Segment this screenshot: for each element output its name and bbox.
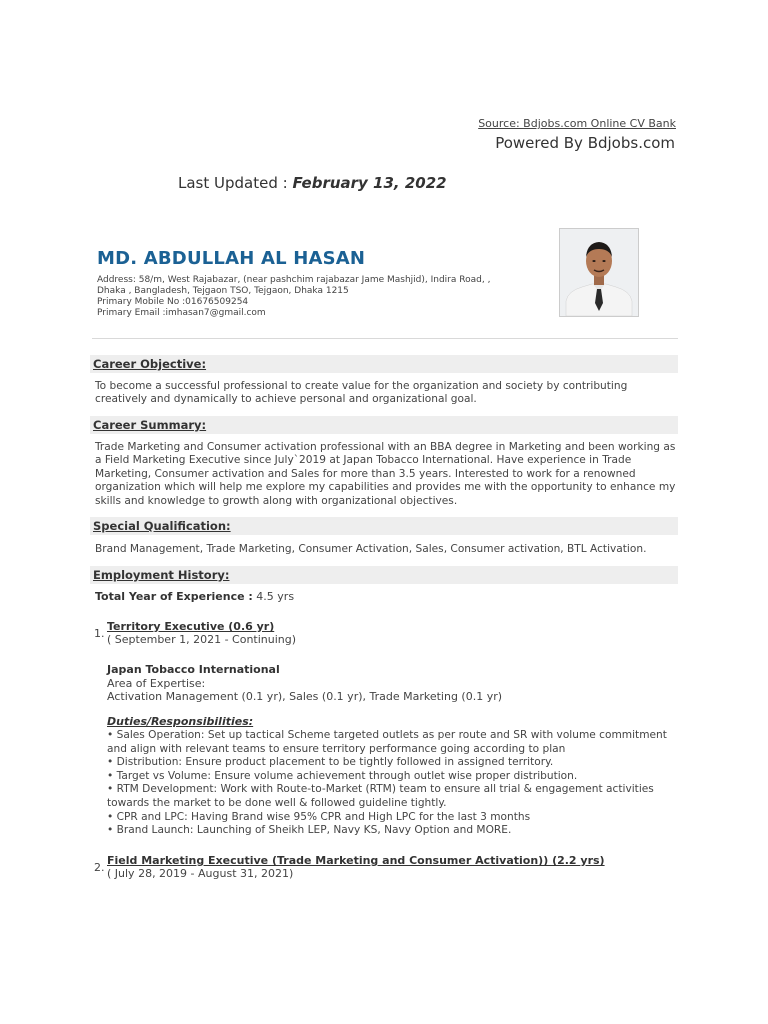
job-number: 1.: [94, 627, 105, 640]
powered-by-text: Powered By Bdjobs.com: [495, 134, 675, 152]
job-title: Territory Executive (0.6 yr): [107, 620, 275, 633]
last-updated: [178, 174, 447, 192]
duties-heading: Duties/Responsibilities:: [107, 715, 254, 728]
last-updated-date: February 13, 2022: [292, 174, 447, 192]
duty-item: • RTM Development: Work with Route-to-Market (RTM) team to ensure all trial & engagement activities towards the market to be done well & followed guideline tightly.: [107, 783, 654, 809]
job-number: 2.: [94, 861, 105, 874]
source-link[interactable]: Source: Bdjobs.com Online CV Bank: [478, 117, 676, 130]
career-objective-text: To become a successful professional to create value for the organization and society by contributing creatively and dynamically to achieve personal and organizational goal.: [95, 380, 628, 406]
total-experience: [95, 590, 294, 603]
divider: [92, 338, 678, 339]
last-updated-label: Last Updated :: [178, 174, 288, 192]
duties-list: [107, 729, 683, 838]
mobile-number: Primary Mobile No :01676509254: [97, 297, 249, 307]
career-summary-title: Career Summary:: [93, 418, 207, 432]
expertise-list: Activation Management (0.1 yr), Sales (0.1 yr), Trade Marketing (0.1 yr): [107, 690, 503, 703]
duty-item: • Sales Operation: Set up tactical Scheme targeted outlets as per route and SR with volume commitment and align with relevant teams to ensure territory performance going according to plan: [107, 729, 667, 755]
career-summary-text: Trade Marketing and Consumer activation professional with an BBA degree in Marketing and been working as a Field Marketing Executive since July`2019 at Japan Tobacco International. Have experience in Trade Marketing, Consumer activation and Sales for more than 3.5 years. Interested to work for a renowned organization which will help me explore my capabilities and provides me with the opportunity to enhance my skills and knowledge to growth along with organizational objectives.: [95, 441, 676, 507]
address-line: Dhaka , Bangladesh, Tejgaon TSO, Tejgaon, Dhaka 1215: [97, 286, 349, 296]
special-qualification-text: Brand Management, Trade Marketing, Consumer Activation, Sales, Consumer activation, BTL Activation.: [95, 543, 647, 555]
duty-item: • Target vs Volume: Ensure volume achievement through outlet wise proper distribution.: [107, 769, 578, 782]
total-experience-label: Total Year of Experience :: [95, 590, 253, 603]
address-line: Address: 58/m, West Rajabazar, (near pashchim rajabazar Jame Mashjid), Indira Road, ,: [97, 275, 491, 285]
career-objective-title: Career Objective:: [93, 357, 207, 371]
employment-history-heading: [90, 566, 678, 584]
duty-item: • Distribution: Ensure product placement to be tightly followed in assigned territory.: [107, 756, 554, 769]
job-dates: ( July 28, 2019 - August 31, 2021): [107, 867, 294, 880]
company-name: Japan Tobacco International: [107, 663, 280, 676]
career-summary-heading: [90, 416, 678, 434]
contact-block: [97, 275, 490, 319]
special-qualification-heading: [90, 517, 678, 535]
total-experience-value: 4.5 yrs: [256, 590, 295, 603]
email-address: Primary Email :imhasan7@gmail.com: [97, 308, 266, 318]
duty-item: • Brand Launch: Launching of Sheikh LEP, Navy KS, Navy Option and MORE.: [107, 824, 512, 837]
profile-photo: [559, 228, 639, 317]
candidate-name: MD. ABDULLAH AL HASAN: [97, 248, 366, 269]
employment-history-title: Employment History:: [93, 568, 230, 582]
expertise-label: Area of Expertise:: [107, 677, 206, 690]
job-title: Field Marketing Executive (Trade Marketing and Consumer Activation)) (2.2 yrs): [107, 854, 605, 867]
career-objective-heading: [90, 355, 678, 373]
person-photo-icon: [560, 229, 638, 316]
job-dates: ( September 1, 2021 - Continuing): [107, 633, 297, 646]
special-qualification-title: Special Qualification:: [93, 519, 231, 533]
duty-item: • CPR and LPC: Having Brand wise 95% CPR and High LPC for the last 3 months: [107, 810, 531, 823]
